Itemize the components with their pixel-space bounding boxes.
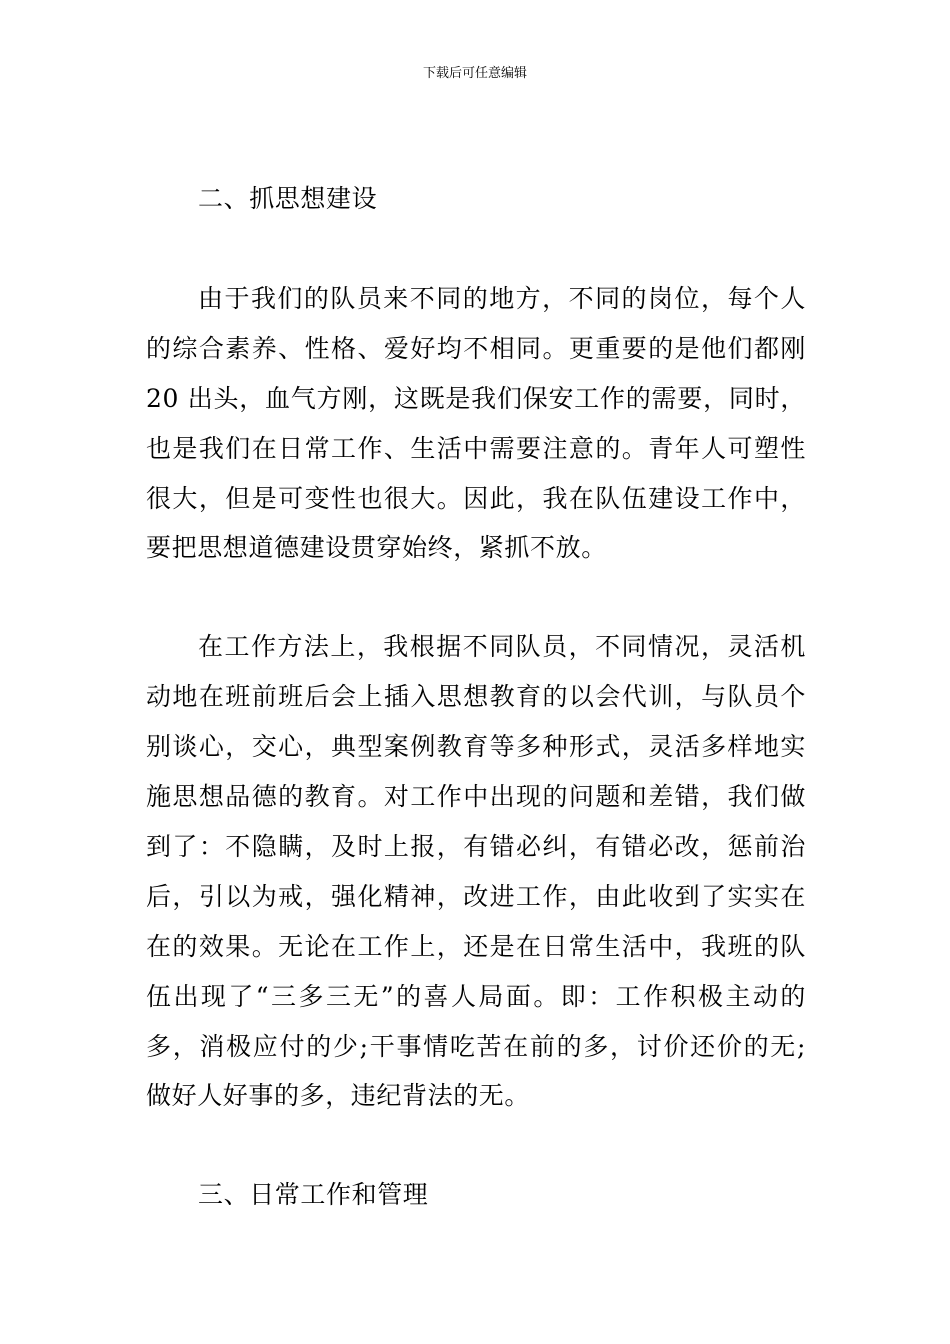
paragraph-line: 多，消极应付的少;干事情吃苦在前的多，讨价还价的无; [146,1032,806,1061]
paragraph-line: 别谈心，交心，典型案例教育等多种形式，灵活多样地实 [146,732,806,761]
paragraph-line: 后，引以为戒，强化精神，改进工作，由此收到了实实在 [146,882,806,911]
section-heading-thought-building: 二、抓思想建设 [198,184,378,213]
paragraph-line: 施思想品德的教育。对工作中出现的问题和差错，我们做 [146,782,806,811]
paragraph-line: 很大，但是可变性也很大。因此，我在队伍建设工作中， [146,484,806,513]
paragraph-line: 要把思想道德建设贯穿始终，紧抓不放。 [146,533,607,562]
paragraph-line: 做好人好事的多，违纪背法的无。 [146,1081,531,1110]
paragraph-line: 动地在班前班后会上插入思想教育的以会代训，与队员个 [146,682,806,711]
section-heading-daily-work: 三、日常工作和管理 [198,1180,429,1209]
paragraph-line: 伍出现了“三多三无”的喜人局面。即：工作积极主动的 [146,982,806,1011]
paragraph-line: 的综合素养、性格、爱好均不相同。更重要的是他们都刚 [146,334,806,363]
paragraph-line: 由于我们的队员来不同的地方，不同的岗位，每个人 [198,284,806,313]
paragraph-line: 在工作方法上，我根据不同队员，不同情况，灵活机 [198,632,806,661]
paragraph-line: 到了：不隐瞒，及时上报，有错必纠，有错必改，惩前治 [146,832,806,861]
header-note: 下载后可任意编辑 [422,66,527,81]
paragraph-line: 在的效果。无论在工作上，还是在日常生活中，我班的队 [146,932,806,961]
paragraph-line: 也是我们在日常工作、生活中需要注意的。青年人可塑性 [146,434,806,463]
paragraph-line: 20 出头，血气方刚，这既是我们保安工作的需要，同时， [146,384,806,413]
